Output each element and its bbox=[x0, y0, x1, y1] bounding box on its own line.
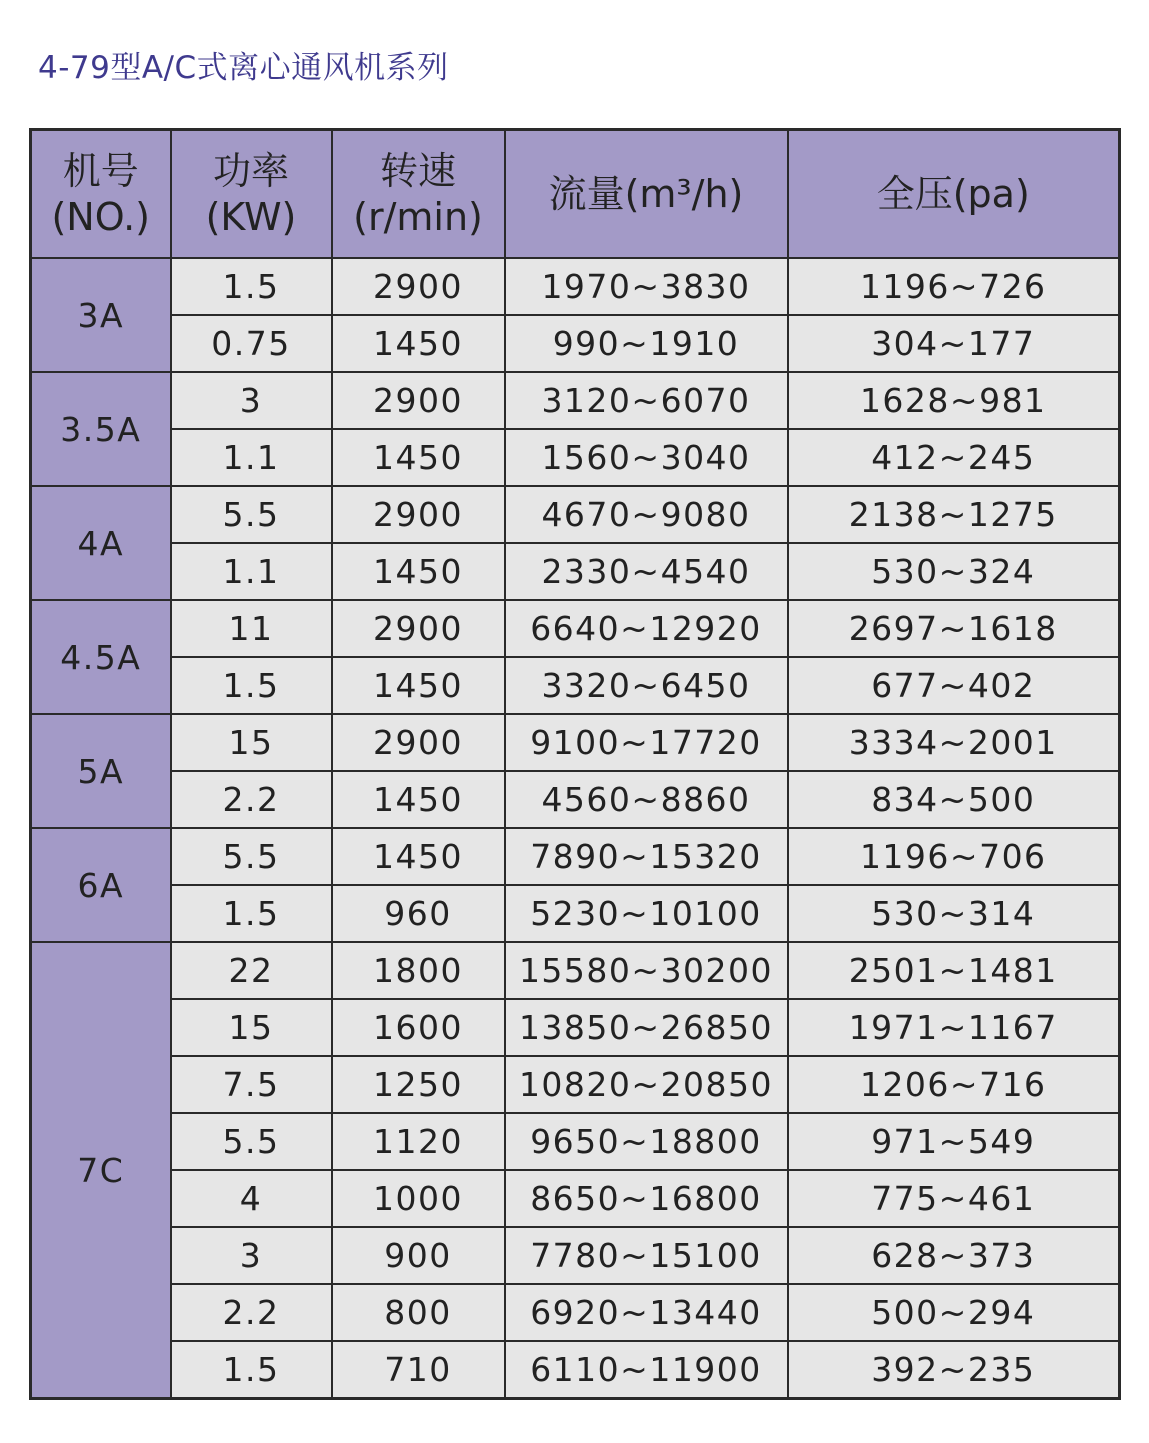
flow-cell: 1560~3040 bbox=[505, 429, 788, 486]
model-cell: 6A bbox=[31, 828, 171, 942]
flow-cell: 9100~17720 bbox=[505, 714, 788, 771]
header-speed bbox=[332, 130, 505, 259]
table-row bbox=[31, 828, 1120, 885]
speed-cell: 2900 bbox=[332, 372, 505, 429]
header-pressure bbox=[788, 130, 1120, 259]
power-cell: 1.1 bbox=[171, 543, 332, 600]
power-cell: 5.5 bbox=[171, 486, 332, 543]
power-cell: 11 bbox=[171, 600, 332, 657]
flow-cell: 4670~9080 bbox=[505, 486, 788, 543]
pressure-cell: 392~235 bbox=[788, 1341, 1120, 1399]
table-row bbox=[31, 1227, 1120, 1284]
pressure-cell: 1628~981 bbox=[788, 372, 1120, 429]
flow-cell: 7780~15100 bbox=[505, 1227, 788, 1284]
speed-cell: 900 bbox=[332, 1227, 505, 1284]
header-power-label: 功率 bbox=[212, 148, 289, 193]
power-cell: 15 bbox=[171, 999, 332, 1056]
power-cell: 1.5 bbox=[171, 657, 332, 714]
table-row bbox=[31, 885, 1120, 942]
table-row bbox=[31, 258, 1120, 315]
flow-cell: 7890~15320 bbox=[505, 828, 788, 885]
pressure-cell: 2138~1275 bbox=[788, 486, 1120, 543]
table-row bbox=[31, 999, 1120, 1056]
power-cell: 0.75 bbox=[171, 315, 332, 372]
pressure-cell: 412~245 bbox=[788, 429, 1120, 486]
pressure-cell: 834~500 bbox=[788, 771, 1120, 828]
page-title: 4-79型A/C式离心通风机系列 bbox=[38, 50, 449, 86]
flow-cell: 5230~10100 bbox=[505, 885, 788, 942]
table-row bbox=[31, 486, 1120, 543]
table-row bbox=[31, 1113, 1120, 1170]
speed-cell: 1450 bbox=[332, 429, 505, 486]
pressure-cell: 2697~1618 bbox=[788, 600, 1120, 657]
flow-cell: 6110~11900 bbox=[505, 1341, 788, 1399]
pressure-cell: 3334~2001 bbox=[788, 714, 1120, 771]
speed-cell: 960 bbox=[332, 885, 505, 942]
flow-cell: 2330~4540 bbox=[505, 543, 788, 600]
speed-cell: 2900 bbox=[332, 486, 505, 543]
model-cell: 4A bbox=[31, 486, 171, 600]
model-cell: 4.5A bbox=[31, 600, 171, 714]
table-header-row bbox=[31, 130, 1120, 259]
header-speed-label: 转速 bbox=[379, 148, 456, 193]
table-row bbox=[31, 429, 1120, 486]
table-row bbox=[31, 315, 1120, 372]
header-power bbox=[171, 130, 332, 259]
pressure-cell: 677~402 bbox=[788, 657, 1120, 714]
power-cell: 1.5 bbox=[171, 258, 332, 315]
pressure-cell: 500~294 bbox=[788, 1284, 1120, 1341]
header-model bbox=[31, 130, 171, 259]
model-cell: 3A bbox=[31, 258, 171, 372]
power-cell: 2.2 bbox=[171, 1284, 332, 1341]
header-pressure-label: 全压(pa) bbox=[876, 171, 1030, 216]
table-row bbox=[31, 771, 1120, 828]
pressure-cell: 1971~1167 bbox=[788, 999, 1120, 1056]
speed-cell: 1450 bbox=[332, 315, 505, 372]
pressure-cell: 1196~706 bbox=[788, 828, 1120, 885]
fan-spec-table bbox=[29, 128, 1121, 1400]
header-speed-unit: (r/min) bbox=[353, 195, 483, 239]
speed-cell: 1450 bbox=[332, 657, 505, 714]
power-cell: 1.5 bbox=[171, 1341, 332, 1399]
speed-cell: 2900 bbox=[332, 600, 505, 657]
pressure-cell: 304~177 bbox=[788, 315, 1120, 372]
power-cell: 1.5 bbox=[171, 885, 332, 942]
table-row bbox=[31, 1056, 1120, 1113]
pressure-cell: 1196~726 bbox=[788, 258, 1120, 315]
table-body bbox=[31, 258, 1120, 1399]
speed-cell: 710 bbox=[332, 1341, 505, 1399]
speed-cell: 800 bbox=[332, 1284, 505, 1341]
header-flow bbox=[505, 130, 788, 259]
model-cell: 3.5A bbox=[31, 372, 171, 486]
flow-cell: 3120~6070 bbox=[505, 372, 788, 429]
flow-cell: 1970~3830 bbox=[505, 258, 788, 315]
flow-cell: 10820~20850 bbox=[505, 1056, 788, 1113]
power-cell: 3 bbox=[171, 1227, 332, 1284]
header-model-unit: (NO.) bbox=[51, 195, 151, 239]
header-flow-label: 流量(m³/h) bbox=[548, 171, 744, 216]
speed-cell: 1450 bbox=[332, 828, 505, 885]
power-cell: 5.5 bbox=[171, 1113, 332, 1170]
flow-cell: 6640~12920 bbox=[505, 600, 788, 657]
table-row bbox=[31, 714, 1120, 771]
table-row bbox=[31, 1170, 1120, 1227]
speed-cell: 1600 bbox=[332, 999, 505, 1056]
speed-cell: 2900 bbox=[332, 714, 505, 771]
power-cell: 3 bbox=[171, 372, 332, 429]
speed-cell: 1800 bbox=[332, 942, 505, 999]
pressure-cell: 1206~716 bbox=[788, 1056, 1120, 1113]
power-cell: 5.5 bbox=[171, 828, 332, 885]
power-cell: 4 bbox=[171, 1170, 332, 1227]
power-cell: 7.5 bbox=[171, 1056, 332, 1113]
flow-cell: 990~1910 bbox=[505, 315, 788, 372]
table-row bbox=[31, 543, 1120, 600]
speed-cell: 2900 bbox=[332, 258, 505, 315]
header-model-label: 机号 bbox=[62, 148, 139, 193]
speed-cell: 1450 bbox=[332, 543, 505, 600]
model-cell: 5A bbox=[31, 714, 171, 828]
power-cell: 1.1 bbox=[171, 429, 332, 486]
flow-cell: 13850~26850 bbox=[505, 999, 788, 1056]
speed-cell: 1120 bbox=[332, 1113, 505, 1170]
flow-cell: 6920~13440 bbox=[505, 1284, 788, 1341]
table-row bbox=[31, 657, 1120, 714]
pressure-cell: 971~549 bbox=[788, 1113, 1120, 1170]
model-cell: 7C bbox=[31, 942, 171, 1399]
speed-cell: 1250 bbox=[332, 1056, 505, 1113]
table-row bbox=[31, 372, 1120, 429]
flow-cell: 15580~30200 bbox=[505, 942, 788, 999]
speed-cell: 1450 bbox=[332, 771, 505, 828]
flow-cell: 4560~8860 bbox=[505, 771, 788, 828]
power-cell: 22 bbox=[171, 942, 332, 999]
pressure-cell: 628~373 bbox=[788, 1227, 1120, 1284]
pressure-cell: 530~314 bbox=[788, 885, 1120, 942]
flow-cell: 8650~16800 bbox=[505, 1170, 788, 1227]
table-row bbox=[31, 600, 1120, 657]
table-row bbox=[31, 1341, 1120, 1399]
table-row bbox=[31, 1284, 1120, 1341]
power-cell: 2.2 bbox=[171, 771, 332, 828]
pressure-cell: 775~461 bbox=[788, 1170, 1120, 1227]
speed-cell: 1000 bbox=[332, 1170, 505, 1227]
flow-cell: 9650~18800 bbox=[505, 1113, 788, 1170]
header-power-unit: (KW) bbox=[205, 195, 297, 239]
pressure-cell: 2501~1481 bbox=[788, 942, 1120, 999]
flow-cell: 3320~6450 bbox=[505, 657, 788, 714]
power-cell: 15 bbox=[171, 714, 332, 771]
table-row bbox=[31, 942, 1120, 999]
pressure-cell: 530~324 bbox=[788, 543, 1120, 600]
